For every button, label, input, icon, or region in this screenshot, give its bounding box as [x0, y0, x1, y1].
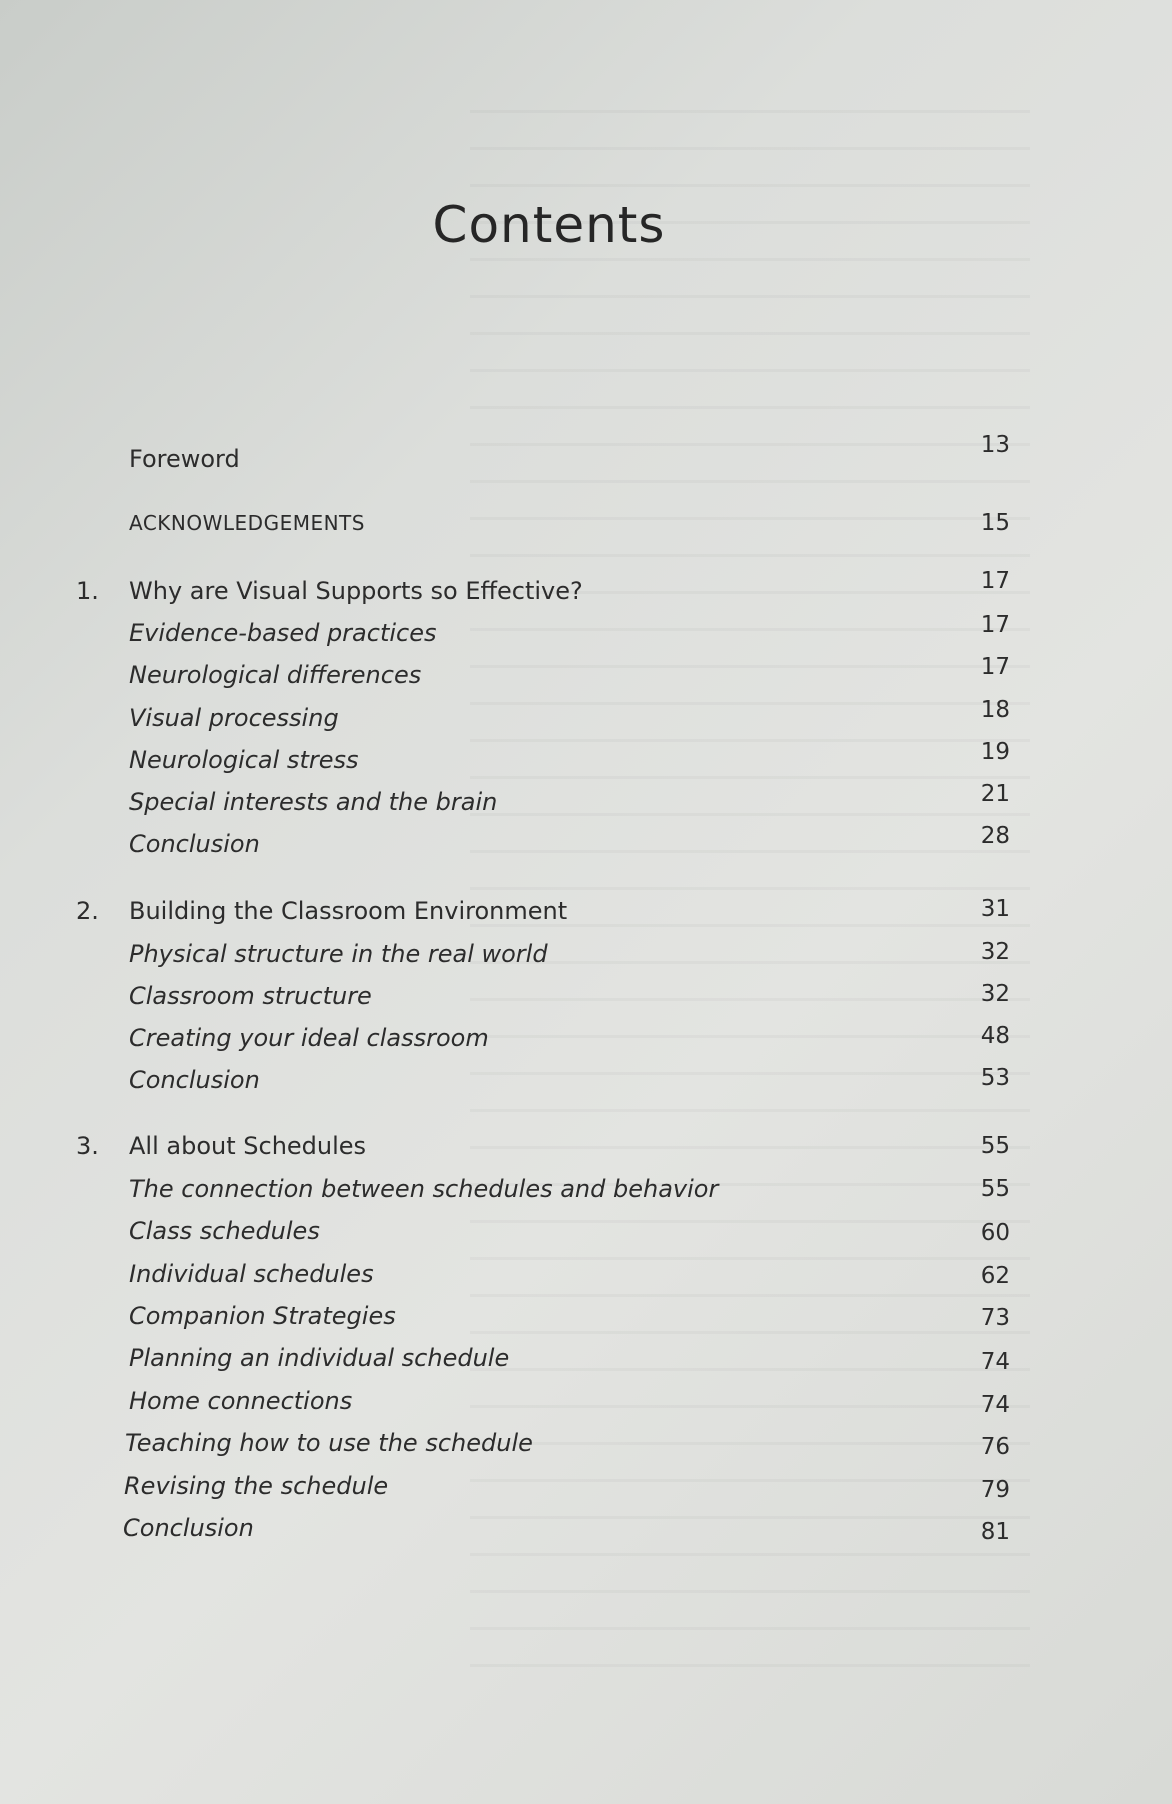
section-title: Conclusion	[129, 830, 260, 858]
chapter-title: Building the Classroom Environment	[129, 897, 568, 925]
toc-page-number: 79	[980, 1477, 1010, 1503]
section-title: Creating your ideal classroom	[129, 1024, 489, 1052]
chapter-title: All about Schedules	[129, 1132, 367, 1160]
toc-section[interactable]	[0, 1172, 1172, 1206]
toc-entry-label: ACKNOWLEDGEMENTS	[129, 511, 365, 535]
chapter-number: 1.	[76, 577, 99, 605]
section-title: Individual schedules	[129, 1260, 374, 1288]
toc-section[interactable]	[0, 1384, 1172, 1418]
toc-section[interactable]	[0, 654, 1172, 692]
toc-page-number: 74	[980, 1349, 1010, 1375]
toc-chapter-1[interactable]	[0, 568, 1172, 608]
toc-page-number: 53	[980, 1065, 1010, 1091]
toc-page-number: 74	[980, 1392, 1010, 1418]
toc-section[interactable]	[0, 739, 1172, 777]
toc-page-number: 32	[980, 981, 1010, 1007]
toc-page-number: 76	[980, 1434, 1010, 1460]
section-title: Neurological stress	[129, 746, 359, 774]
toc-chapter-2[interactable]	[0, 894, 1172, 928]
chapter-title: Why are Visual Supports so Effective?	[129, 577, 583, 605]
toc-section[interactable]	[0, 1021, 1172, 1055]
toc-page-number: 31	[980, 896, 1010, 922]
toc-section[interactable]	[0, 697, 1172, 735]
section-title: Teaching how to use the schedule	[125, 1429, 533, 1457]
toc-section[interactable]	[0, 1299, 1172, 1333]
toc-page-number: 17	[980, 568, 1010, 594]
toc-section[interactable]	[0, 781, 1172, 819]
toc-page-number: 17	[980, 654, 1010, 680]
section-title: The connection between schedules and behavior	[129, 1175, 719, 1203]
section-title: Conclusion	[129, 1066, 260, 1094]
section-title: Class schedules	[129, 1217, 320, 1245]
toc-entry-foreword[interactable]	[0, 432, 1172, 476]
toc-section[interactable]	[0, 979, 1172, 1013]
toc-section[interactable]	[0, 612, 1172, 650]
section-title: Physical structure in the real world	[129, 940, 548, 968]
toc-section[interactable]	[0, 1511, 1172, 1545]
toc-section[interactable]	[0, 937, 1172, 971]
chapter-number: 3.	[76, 1132, 99, 1160]
toc-section[interactable]	[0, 1469, 1172, 1503]
toc-section[interactable]	[0, 1063, 1172, 1097]
section-title: Classroom structure	[129, 982, 372, 1010]
toc-page-number: 18	[980, 697, 1010, 723]
toc-page-number: 73	[980, 1305, 1010, 1331]
toc-page-number: 15	[980, 510, 1010, 536]
toc-page-number: 32	[980, 939, 1010, 965]
section-title: Conclusion	[123, 1514, 254, 1542]
section-title: Special interests and the brain	[129, 788, 498, 816]
toc-page-number: 28	[980, 823, 1010, 849]
page-title: Contents	[432, 196, 666, 254]
toc-page-number: 13	[980, 432, 1010, 458]
section-title: Visual processing	[129, 704, 339, 732]
section-title: Revising the schedule	[124, 1472, 389, 1500]
toc-page-number: 60	[980, 1220, 1010, 1246]
toc-page-number: 81	[980, 1519, 1010, 1545]
toc-section[interactable]	[0, 1341, 1172, 1375]
section-title: Evidence-based practices	[129, 619, 437, 647]
toc-section[interactable]	[0, 1214, 1172, 1248]
toc-chapter-3[interactable]	[0, 1129, 1172, 1163]
section-title: Companion Strategies	[129, 1302, 396, 1330]
toc-section[interactable]	[0, 1426, 1172, 1460]
toc-page-number: 19	[980, 739, 1010, 765]
toc-page-number: 62	[980, 1263, 1010, 1289]
toc-page-number: 55	[980, 1133, 1010, 1159]
toc-page-number: 55	[980, 1176, 1010, 1202]
toc-entry-acknowledgements[interactable]	[0, 506, 1172, 540]
toc-page-number: 17	[980, 612, 1010, 638]
toc-section[interactable]	[0, 823, 1172, 861]
toc-section[interactable]	[0, 1257, 1172, 1291]
chapter-number: 2.	[76, 897, 99, 925]
section-title: Home connections	[129, 1387, 353, 1415]
toc-page-number: 48	[980, 1023, 1010, 1049]
toc-entry-label: Foreword	[129, 445, 240, 473]
section-title: Planning an individual schedule	[129, 1344, 510, 1372]
toc-page-number: 21	[980, 781, 1010, 807]
section-title: Neurological differences	[129, 661, 422, 689]
